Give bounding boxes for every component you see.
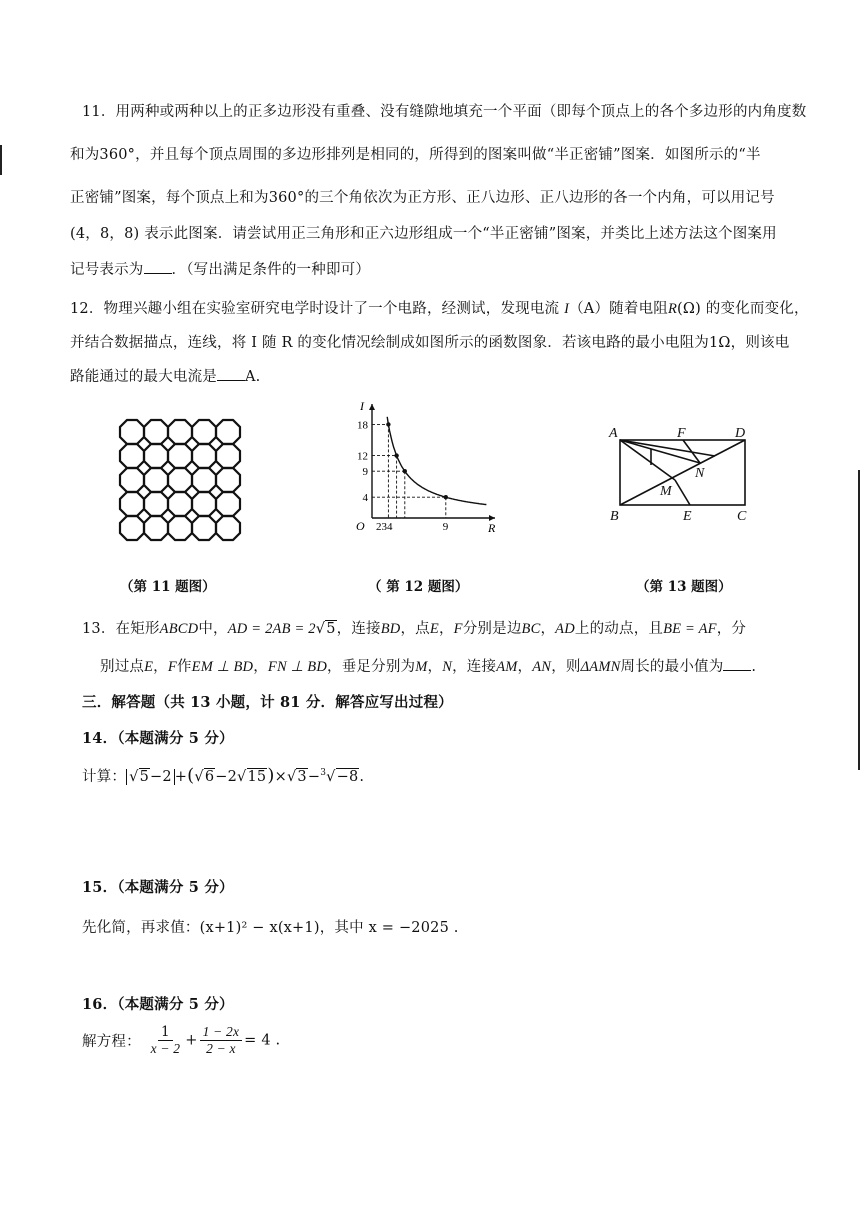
octagon-tile	[168, 444, 192, 468]
q13-text: 分别是边	[462, 621, 522, 637]
q13-em-perp: EM ⊥ BD	[191, 659, 254, 675]
data-point	[394, 453, 398, 457]
figure-12-caption: （ 第 12 题图）	[368, 579, 469, 595]
y-tick-label: 12	[357, 450, 368, 463]
octagon-tile	[168, 468, 192, 492]
octagon-tile	[120, 444, 144, 468]
data-point	[386, 422, 390, 426]
x-axis-label: R	[488, 521, 496, 535]
label-F: F	[677, 426, 686, 441]
q12-line-2: 并结合数据描点，连线，将 I 随 R 的变化情况绘制成如图所示的函数图象．若该电路的最小电阻为1Ω，则该电	[70, 335, 790, 351]
q14-sqrt3: 3	[297, 769, 307, 785]
segment-am	[620, 440, 675, 480]
q13-e: E	[429, 621, 439, 637]
q16-f1-num: 1	[158, 1024, 173, 1041]
octagon-tile	[192, 444, 216, 468]
q12-line-3b: A.	[245, 369, 261, 385]
y-tick-label: 9	[362, 466, 368, 479]
q14-neg8: −8	[336, 769, 359, 785]
q13-n: N	[442, 659, 453, 675]
q13-text: ，	[540, 621, 556, 637]
q14-cube-index: 3	[320, 768, 327, 779]
figure-11-caption: （第 11 题图）	[120, 579, 216, 595]
octagon-tile	[216, 420, 240, 444]
octagon-tile	[216, 492, 240, 516]
q14-end: .	[359, 769, 365, 785]
octagon-tile	[216, 516, 240, 540]
q15-text: 先化简，再求值：(x+1)² − x(x+1)，其中 x = −2025 .	[82, 920, 459, 936]
q13-be-af: BE = AF	[663, 621, 717, 637]
q13-condition: AD = 2AB = 2	[227, 621, 316, 637]
q13-answer-blank[interactable]	[723, 658, 751, 671]
q13-text: 别过点	[100, 659, 145, 675]
q14-abs: √5−2	[126, 769, 175, 785]
y-axis-label: I	[360, 400, 364, 413]
y-tick-label: 4	[362, 492, 368, 505]
octagon-tile	[192, 468, 216, 492]
q14-sqrt15: 15	[247, 769, 267, 785]
q11-line-2: 和为360°，并且每个顶点周围的多边形排列是相同的，所得到的图案叫做“半正密铺”图案．如图所示的“半	[70, 147, 761, 163]
label-D: D	[735, 426, 746, 441]
figure-13-caption: （第 13 题图）	[636, 579, 732, 595]
q13-am: AM	[496, 659, 518, 675]
x-tick-label-9: 9	[442, 521, 449, 533]
octagon-tile	[144, 420, 168, 444]
segment-em	[675, 480, 690, 505]
q13-fn-perp: FN ⊥ BD	[267, 659, 328, 675]
q12-answer-blank[interactable]	[217, 368, 245, 381]
q13-abcd: ABCD	[159, 621, 199, 637]
q13-text: 上的动点，且	[574, 621, 664, 637]
octagon-tile	[168, 492, 192, 516]
q16-f2-den: 2 − x	[206, 1041, 236, 1056]
q13-line-2	[100, 655, 756, 676]
q13-text: ，	[153, 659, 168, 675]
figure-11-tiling	[115, 415, 245, 545]
octagon-tile	[144, 444, 168, 468]
label-B: B	[610, 509, 619, 524]
q13-text: ，	[427, 659, 443, 675]
label-N: N	[695, 466, 705, 481]
q13-text: ，点	[400, 621, 430, 637]
label-A: A	[609, 426, 618, 441]
q16-rhs: = 4 .	[244, 1032, 281, 1049]
data-point	[444, 495, 448, 499]
q13-line-1: 13．在矩形ABCD中，AD = 2AB = 2√5，连接BD，点E，F分别是边BC，AD上的动点，且BE = AF，分	[82, 621, 747, 637]
q11-line-3: 正密铺”图案，每个顶点上和为360°的三个角依次为正方形、正八边形、正八边形的各一个内角，可以用记号	[70, 190, 775, 206]
q12-var-I: I	[564, 301, 570, 317]
label-C: C	[737, 509, 747, 524]
q11-line-4: (4，8，8) 表示此图案．请尝试用正三角形和正六边形组成一个“半正密铺”图案，并类比上述方法这个图案用	[70, 226, 777, 242]
q13-text: 13．在矩形	[82, 621, 160, 637]
x-tick-label-234: 234	[376, 521, 393, 533]
q16-plus: +	[185, 1032, 198, 1049]
q11-line-5	[70, 258, 370, 279]
q14-minus: −	[307, 769, 321, 785]
q13-text: 作	[176, 659, 192, 675]
right-edge-line	[858, 470, 860, 770]
q16-header: 16．（本题满分 5 分）	[82, 996, 234, 1013]
q12-line-1	[70, 297, 809, 318]
q14-label: 计算：	[82, 769, 127, 785]
octagon-tile	[216, 468, 240, 492]
q12-var-R: R	[667, 301, 678, 317]
q13-bd: BD	[380, 621, 401, 637]
octagon-tile	[144, 492, 168, 516]
q16-fraction-2	[200, 1024, 243, 1057]
q13-text: ，	[438, 621, 454, 637]
q16-label: 解方程：	[82, 1034, 141, 1050]
q13-f: F	[167, 659, 177, 675]
q13-text: ，	[253, 659, 268, 675]
q11-answer-blank[interactable]	[144, 261, 172, 274]
q14-header: 14．（本题满分 5 分）	[82, 730, 234, 747]
data-point	[403, 469, 407, 473]
q13-e: E	[144, 659, 154, 675]
q16-f2-num: 1 − 2x	[200, 1024, 243, 1041]
q12-line-3	[70, 365, 260, 386]
octagon-tile	[192, 492, 216, 516]
figure-12-graph	[350, 400, 500, 535]
q13-text: ，	[517, 659, 533, 675]
q13-text: ，连接	[452, 659, 497, 675]
q16-f1-den: x − 2	[150, 1041, 181, 1056]
q13-text: 周长的最小值为	[620, 659, 724, 675]
octagon-tile	[144, 468, 168, 492]
curve-line	[387, 417, 486, 505]
q13-an: AN	[532, 659, 552, 675]
q13-triangle-amn: ΔAMN	[580, 659, 621, 675]
left-edge-line	[0, 145, 2, 175]
q16-equation	[82, 1024, 280, 1057]
q16-fraction-1	[148, 1024, 184, 1057]
octagon-tile	[120, 420, 144, 444]
q13-text: .	[751, 659, 757, 675]
origin-label: O	[356, 519, 365, 533]
section-3-header: 三．解答题（共 13 小题，计 81 分．解答应写出过程）	[82, 694, 453, 711]
octagon-tile	[144, 516, 168, 540]
label-M: M	[660, 484, 672, 499]
octagon-tile	[192, 516, 216, 540]
octagon-tile	[120, 492, 144, 516]
octagon-tile	[120, 468, 144, 492]
octagon-tile	[168, 516, 192, 540]
q13-text: 中，	[198, 621, 228, 637]
q13-text: ，垂足分别为	[327, 659, 416, 675]
q12-line-1c: (Ω) 的变化而变化，	[677, 301, 809, 317]
q14-sqrt6: 6	[204, 769, 215, 785]
y-tick-label: 18	[357, 419, 368, 432]
figure-13-rectangle	[605, 425, 765, 525]
q13-text: ，分	[716, 621, 747, 637]
q14-minus2: −2	[150, 769, 172, 785]
q11-line-1: 11．用两种或两种以上的正多边形没有重叠、没有缝隙地填充一个平面（即每个顶点上的各个多边形的内角度数	[82, 104, 807, 120]
label-E: E	[683, 509, 692, 524]
q13-text: ，连接	[336, 621, 381, 637]
y-axis-arrow	[369, 404, 375, 410]
q14-expression: 计算： √5−2 +(√6−2√15)×√3−$^3$√−8.	[82, 765, 365, 786]
q11-line-5-end: ．（写出满足条件的一种即可）	[171, 262, 371, 278]
octagon-tile	[120, 516, 144, 540]
q14-minus-2: −2	[215, 769, 238, 785]
q12-line-1b: （A）随着电阻	[569, 301, 668, 317]
q14-plus: +	[174, 769, 188, 785]
q15-header: 15．（本题满分 5 分）	[82, 879, 234, 896]
q14-sqrt5: 5	[139, 769, 149, 785]
q13-bc: BC	[521, 621, 541, 637]
q11-line-5-start: 记号表示为	[70, 262, 144, 278]
q13-ad: AD	[555, 621, 575, 637]
q13-sqrt5: 5	[326, 621, 336, 637]
q13-text: ，则	[551, 659, 581, 675]
q12-line-1a: 12．物理兴趣小组在实验室研究电学时设计了一个电路，经测试，发现电流	[70, 301, 560, 317]
q12-line-3a: 路能通过的最大电流是	[70, 369, 217, 385]
octagon-tile	[216, 444, 240, 468]
q13-f: F	[453, 621, 463, 637]
octagon-tile	[168, 420, 192, 444]
octagon-tile	[192, 420, 216, 444]
q14-times: ×	[274, 769, 287, 785]
q13-m: M	[415, 659, 428, 675]
